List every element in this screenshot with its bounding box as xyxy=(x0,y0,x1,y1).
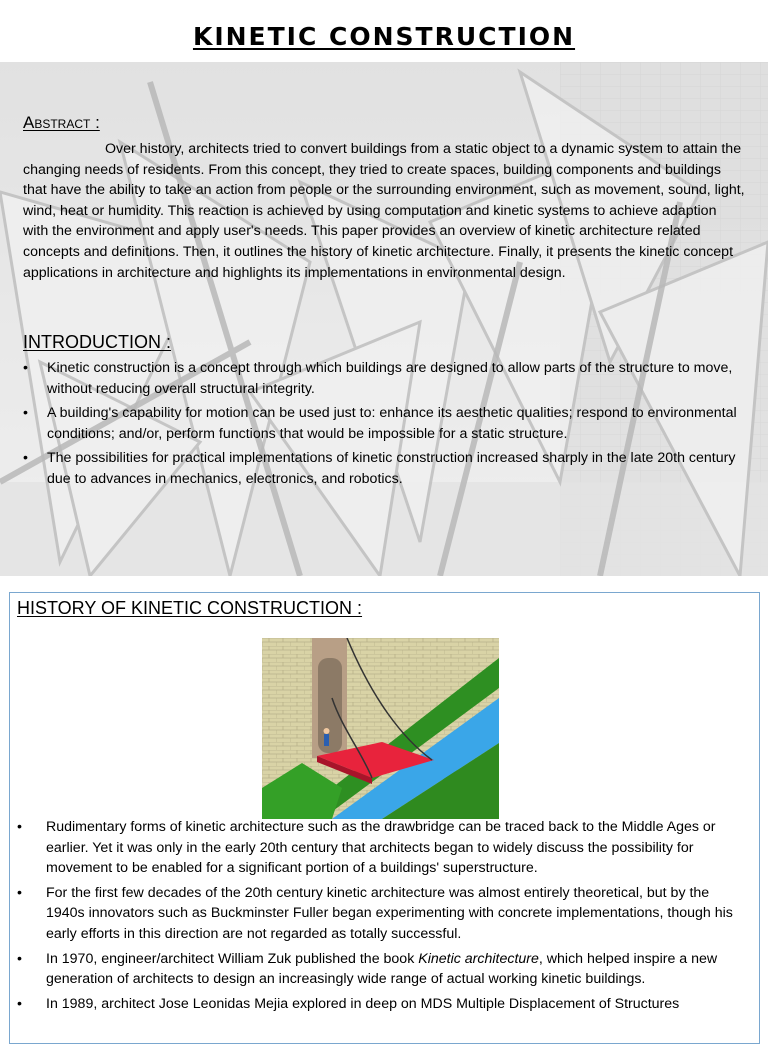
introduction-list xyxy=(0,358,768,494)
abstract-heading: Abstract : xyxy=(23,113,100,132)
list-item-text: For the first few decades of the 20th century kinetic architecture was almost entirely theoretical, but by the 1940s innovators such as Buckminster Fuller began experimenting with concrete implementations, though his early efforts in this direction are not regarded as totally successful. xyxy=(46,884,733,942)
bullet-marker: • xyxy=(23,450,28,467)
list-item-text: Rudimentary forms of kinetic architecture such as the drawbridge can be traced back to the Middle Ages or earlier. Yet it was only in the early 20th century that architects began to widely discuss the possibility for movement to be enabled for a significant portion of a buildings' superstructure. xyxy=(46,819,716,877)
abstract-paragraph: Over history, architects tried to convert buildings from a static object to a dynamic system to attain the changing needs of residents. From this concept, they tried to create spaces, building components and buildings that have the ability to take an action from people or the surrounding environment, such as movement, sound, light, wind, heat or humidity. This reaction is achieved by using computation and kinetic systems to achieve adaption with the environment and apply user's needs. This paper provides an overview of kinetic architecture related concepts and definitions. Then, it outlines the history of kinetic architecture. Finally, it presents the kinetic concept applications in architecture and highlights its implementations in environmental design. xyxy=(23,141,745,281)
book-title: Kinetic architecture xyxy=(418,950,539,967)
list-item xyxy=(10,949,746,990)
list-item-text: A building's capability for motion can be used just to: enhance its aesthetic qualities; respond to environmental conditions; and/or, perform functions that would be impossible for a static structure. xyxy=(47,405,737,442)
list-item-text xyxy=(46,951,717,988)
list-item-text: Kinetic construction is a concept through which buildings are designed to allow parts of the structure to move, without reducing overall structural integrity. xyxy=(47,360,733,397)
list-item xyxy=(10,817,746,879)
bullet-marker: • xyxy=(17,884,22,901)
list-item xyxy=(0,448,747,489)
list-item xyxy=(0,358,747,399)
list-item-text: The possibilities for practical implementations of kinetic construction increased sharply in the late 20th century due to advances in mechanics, electronics, and robotics. xyxy=(47,450,736,487)
list-item xyxy=(0,403,747,444)
page-title: KINETIC CONSTRUCTION xyxy=(192,22,576,51)
slide-history xyxy=(9,592,760,1044)
bullet-marker: • xyxy=(17,950,22,967)
history-list xyxy=(10,817,759,1018)
list-item xyxy=(10,883,746,945)
list-item-text: In 1989, architect Jose Leonidas Mejia explored in deep on MDS Multiple Displacement of Structures xyxy=(46,995,680,1012)
list-item xyxy=(10,994,746,1015)
bullet-marker: • xyxy=(23,360,28,376)
history-heading: HISTORY OF KINETIC CONSTRUCTION : xyxy=(17,598,363,618)
bullet-marker: • xyxy=(17,995,22,1012)
text-segment: In 1970, engineer/architect William Zuk published the book xyxy=(46,950,419,967)
drawbridge-illustration xyxy=(262,638,499,819)
bullet-marker: • xyxy=(17,819,22,835)
introduction-heading: INTRODUCTION : xyxy=(23,332,171,352)
text-segment: , which helped inspire a new generation of architects to design an increasingly wide range of actual working kinetic buildings. xyxy=(46,950,718,988)
bullet-marker: • xyxy=(23,405,28,422)
